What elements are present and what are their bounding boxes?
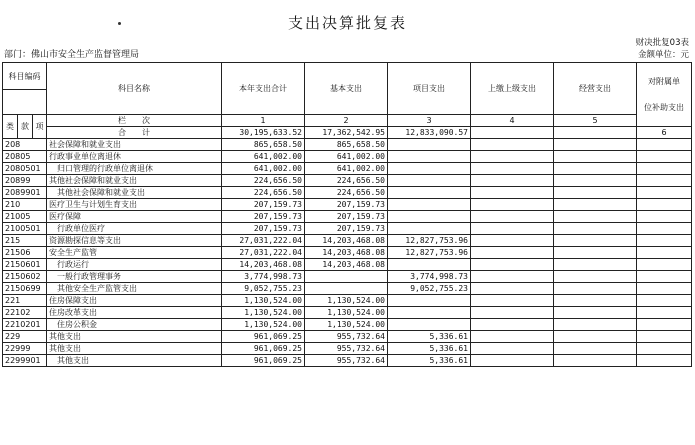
row-total: 224,656.50 [222,187,305,199]
row-total: 1,130,524.00 [222,307,305,319]
row-subsidy [637,259,692,271]
table-row [3,223,692,235]
row-subsidy [637,295,692,307]
row-business [554,235,637,247]
row-business [554,139,637,151]
row-total: 1,130,524.00 [222,319,305,331]
header-kuan: 款 [18,115,33,139]
col-number-2: 2 [305,115,388,127]
row-code: 22999 [3,343,47,355]
row-subsidy [637,223,692,235]
row-upper [471,355,554,367]
row-total: 14,203,468.08 [222,259,305,271]
row-code: 22102 [3,307,47,319]
table-row [3,259,692,271]
row-subsidy [637,307,692,319]
row-upper [471,307,554,319]
header-name: 科目名称 [47,63,222,115]
row-code: 20805 [3,151,47,163]
row-business [554,259,637,271]
row-code: 2210201 [3,319,47,331]
row-total: 9,052,755.23 [222,283,305,295]
row-name: 其他支出 [47,355,222,367]
table-row [3,319,692,331]
row-project: 5,336.61 [388,331,471,343]
row-upper [471,187,554,199]
row-subsidy [637,175,692,187]
row-business [554,175,637,187]
row-business [554,355,637,367]
project-sum: 12,833,090.57 [388,127,471,139]
row-subsidy [637,199,692,211]
row-project: 5,336.61 [388,355,471,367]
table-row [3,271,692,283]
row-project: 9,052,755.23 [388,283,471,295]
row-upper [471,247,554,259]
row-code: 21005 [3,211,47,223]
row-subsidy [637,247,692,259]
row-upper [471,331,554,343]
row-subsidy [637,139,692,151]
row-total: 27,031,222.04 [222,247,305,259]
total-sum: 30,195,633.52 [222,127,305,139]
basic-sum: 17,362,542.95 [305,127,388,139]
row-subsidy [637,355,692,367]
row-subsidy [637,235,692,247]
row-name: 其他安全生产监管支出 [47,283,222,295]
row-total: 1,130,524.00 [222,295,305,307]
row-project: 12,827,753.96 [388,235,471,247]
row-basic: 14,203,468.08 [305,259,388,271]
table-row [3,355,692,367]
row-project [388,139,471,151]
row-business [554,343,637,355]
row-total: 3,774,998.73 [222,271,305,283]
row-code: 2299901 [3,355,47,367]
row-business [554,223,637,235]
row-project [388,163,471,175]
header-xiang: 项 [33,115,47,139]
row-code: 21506 [3,247,47,259]
row-basic [305,283,388,295]
row-total: 641,002.00 [222,163,305,175]
table-row [3,247,692,259]
header-subsidy-line1: 对附属单 [648,76,680,86]
header-heji: 合 计 [47,127,222,139]
row-basic: 207,159.73 [305,223,388,235]
row-business [554,151,637,163]
row-upper [471,199,554,211]
row-project [388,259,471,271]
header-spacer [3,90,47,115]
table-row [3,139,692,151]
row-basic: 641,002.00 [305,163,388,175]
table-row [3,283,692,295]
row-business [554,271,637,283]
row-subsidy [637,151,692,163]
row-total: 207,159.73 [222,223,305,235]
unit-label: 金额单位：元 [637,50,689,60]
row-name: 医疗保障 [47,211,222,223]
row-subsidy [637,163,692,175]
row-total: 641,002.00 [222,151,305,163]
row-basic: 14,203,468.08 [305,247,388,259]
row-basic: 641,002.00 [305,151,388,163]
row-total: 865,658.50 [222,139,305,151]
row-business [554,211,637,223]
row-code: 2100501 [3,223,47,235]
row-business [554,163,637,175]
row-subsidy [637,283,692,295]
col-number-3: 3 [388,115,471,127]
form-info [636,37,689,61]
row-code: 2150602 [3,271,47,283]
row-upper [471,295,554,307]
row-project: 5,336.61 [388,343,471,355]
row-name: 社会保障和就业支出 [47,139,222,151]
row-basic: 865,658.50 [305,139,388,151]
page-title: 支出决算批复表 [287,14,407,32]
row-project: 3,774,998.73 [388,271,471,283]
row-project [388,211,471,223]
row-name: 资源勘探信息等支出 [47,235,222,247]
row-total: 207,159.73 [222,211,305,223]
row-upper [471,223,554,235]
header-upper: 上缴上级支出 [471,63,554,115]
row-upper [471,319,554,331]
header-business: 经营支出 [554,63,637,115]
row-name: 归口管理的行政单位离退休 [47,163,222,175]
row-basic: 207,159.73 [305,199,388,211]
row-code: 2080501 [3,163,47,175]
row-name: 住房保障支出 [47,295,222,307]
row-project [388,199,471,211]
col-number-1: 1 [222,115,305,127]
row-basic: 1,130,524.00 [305,307,388,319]
row-project: 12,827,753.96 [388,247,471,259]
header-total: 本年支出合计 [222,63,305,115]
table-row [3,163,692,175]
header-subsidy-line2: 位补助支出 [644,102,684,112]
header-subsidy [637,63,692,127]
row-name: 安全生产监管 [47,247,222,259]
row-upper [471,175,554,187]
header-lei: 类 [3,115,18,139]
row-upper [471,163,554,175]
row-upper [471,259,554,271]
table-row [3,307,692,319]
row-basic [305,271,388,283]
col-number-5: 5 [554,115,637,127]
row-code: 208 [3,139,47,151]
row-upper [471,343,554,355]
row-code: 229 [3,331,47,343]
row-subsidy [637,331,692,343]
row-project [388,223,471,235]
row-basic: 1,130,524.00 [305,319,388,331]
row-business [554,331,637,343]
row-business [554,307,637,319]
row-total: 27,031,222.04 [222,235,305,247]
table-row [3,331,692,343]
row-project [388,151,471,163]
row-name: 医疗卫生与计划生育支出 [47,199,222,211]
row-name: 行政事业单位离退休 [47,151,222,163]
row-basic: 955,732.64 [305,343,388,355]
department-label: 部门：佛山市安全生产监督管理局 [4,50,140,60]
row-upper [471,211,554,223]
expenditure-table [2,62,692,367]
row-basic: 14,203,468.08 [305,235,388,247]
header-basic: 基本支出 [305,63,388,115]
row-code: 221 [3,295,47,307]
business-sum [554,127,637,139]
row-basic: 955,732.64 [305,331,388,343]
header-project: 项目支出 [388,63,471,115]
row-business [554,295,637,307]
row-upper [471,271,554,283]
row-subsidy [637,187,692,199]
row-upper [471,283,554,295]
table-row [3,187,692,199]
row-name: 其他支出 [47,331,222,343]
row-total: 207,159.73 [222,199,305,211]
row-project [388,295,471,307]
form-number: 财决批复03表 [635,38,689,48]
row-name: 行政单位医疗 [47,223,222,235]
row-name: 住房公积金 [47,319,222,331]
table-row [3,343,692,355]
upper-sum [471,127,554,139]
row-basic: 224,656.50 [305,175,388,187]
col-number-4: 4 [471,115,554,127]
row-basic: 955,732.64 [305,355,388,367]
row-business [554,283,637,295]
row-name: 行政运行 [47,259,222,271]
row-business [554,187,637,199]
row-subsidy [637,343,692,355]
row-project [388,319,471,331]
row-name: 其他社会保障和就业支出 [47,187,222,199]
row-project [388,307,471,319]
row-name: 一般行政管理事务 [47,271,222,283]
row-total: 961,069.25 [222,331,305,343]
row-subsidy [637,271,692,283]
row-basic: 224,656.50 [305,187,388,199]
table-row [3,235,692,247]
row-subsidy [637,319,692,331]
table-row [3,295,692,307]
col-number-6: 6 [637,127,692,139]
row-name: 其他社会保障和就业支出 [47,175,222,187]
row-name: 其他支出 [47,343,222,355]
row-total: 961,069.25 [222,343,305,355]
row-code: 2150601 [3,259,47,271]
row-upper [471,235,554,247]
row-total: 224,656.50 [222,175,305,187]
table-row [3,151,692,163]
row-code: 215 [3,235,47,247]
header-code: 科目编码 [3,63,47,90]
table-row [3,199,692,211]
row-code: 2089901 [3,187,47,199]
row-basic: 1,130,524.00 [305,295,388,307]
row-name: 住房改革支出 [47,307,222,319]
row-upper [471,139,554,151]
row-business [554,247,637,259]
row-project [388,187,471,199]
row-total: 961,069.25 [222,355,305,367]
table-row [3,175,692,187]
row-basic: 207,159.73 [305,211,388,223]
row-code: 20899 [3,175,47,187]
row-upper [471,151,554,163]
row-subsidy [637,211,692,223]
row-business [554,199,637,211]
row-business [554,319,637,331]
row-code: 210 [3,199,47,211]
row-project [388,175,471,187]
row-code: 2150699 [3,283,47,295]
header-lanci: 栏 次 [47,115,222,127]
table-row [3,211,692,223]
